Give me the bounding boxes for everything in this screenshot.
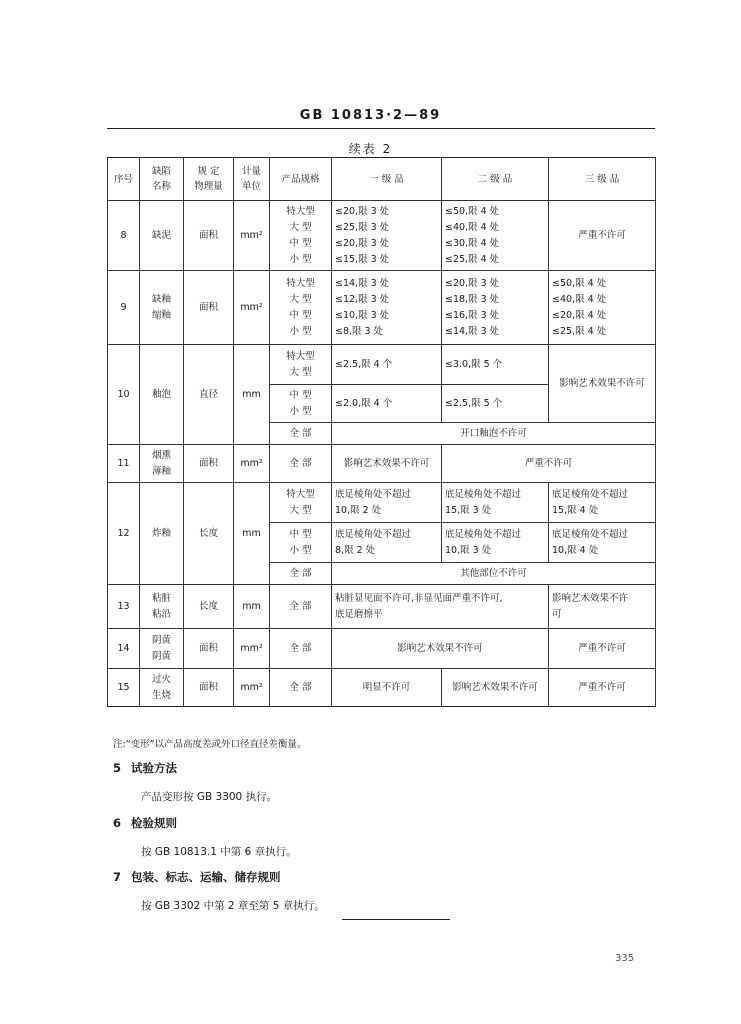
cell-line: ≤16,限 3 处 [445, 309, 500, 321]
cell-line: 特大型 [286, 205, 315, 217]
cell-line: 底足棱角处不超过 [445, 528, 522, 540]
grade-1-values [332, 523, 442, 563]
section-7-text: 按 GB 3302 中第 2 章至第 5 章执行。 [141, 900, 325, 912]
cell-line: 中 型 [289, 237, 312, 249]
cell-line: 小 型 [289, 325, 312, 337]
cell-line: 底足棱角处不超过 [552, 528, 629, 540]
grade-3-values [549, 585, 656, 629]
table-note: 注:“变形”以产品高度差或外口径直径差衡量。 [113, 739, 307, 750]
table-row [108, 669, 656, 707]
cell-line: ≤18,限 3 处 [445, 293, 500, 305]
grade-1-2-values [332, 585, 549, 629]
cell-line: 小 型 [289, 405, 312, 417]
cell-line: 底足棱角处不超过 [445, 488, 522, 500]
row-no: 10 [108, 345, 140, 445]
physical-quantity: 面积 [184, 271, 234, 345]
cell-line: ≤12,限 3 处 [335, 293, 390, 305]
defect-name: 烟熏 薄釉 [140, 445, 184, 483]
physical-quantity: 面积 [184, 201, 234, 271]
table-row [108, 345, 656, 385]
section-number: 7 [113, 870, 122, 884]
grade-1-value: ≤2.0,限 4 个 [332, 385, 442, 423]
cell-line: 15,限 4 处 [552, 504, 599, 516]
table-row [108, 585, 656, 629]
cell-line: 粘脏显见面不许可,非显见面严重不许可, [335, 592, 503, 604]
cell-line: 底足棱角处不超过 [552, 488, 629, 500]
grade-3-values [549, 271, 656, 345]
defect-table [107, 157, 656, 707]
physical-quantity: 直径 [184, 345, 234, 445]
cell-line: 可 [552, 608, 562, 620]
cell-line: 特大型 [286, 350, 315, 362]
unit: mm² [234, 445, 270, 483]
grade-3-value: 严重不许可 [549, 201, 656, 271]
physical-quantity: 面积 [184, 445, 234, 483]
table-header-row [108, 158, 656, 201]
unit: mm² [234, 201, 270, 271]
grade-3-value: 严重不许可 [549, 669, 656, 707]
cell-line: 中 型 [289, 389, 312, 401]
cell-line: ≤20,限 3 处 [445, 277, 500, 289]
spec-all: 全 部 [270, 423, 332, 445]
table-row [108, 201, 656, 271]
col-header-grade-3: 三 级 品 [549, 158, 656, 201]
section-5-heading [113, 760, 177, 776]
cell-line: 大 型 [289, 366, 312, 378]
cell-line: ≤25,限 4 处 [445, 253, 500, 265]
section-6-text: 按 GB 10813.1 中第 6 章执行。 [141, 846, 297, 858]
grade-2-value: 影响艺术效果不许可 [442, 669, 549, 707]
section-title: 检验规则 [131, 816, 177, 830]
grade-3-values [549, 483, 656, 523]
cell-line: 10,限 3 处 [445, 544, 492, 556]
cell-line: ≤40,限 4 处 [445, 221, 500, 233]
spec-list [270, 483, 332, 523]
spec-list [270, 385, 332, 423]
physical-quantity: 面积 [184, 629, 234, 669]
cell-line: 8,限 2 处 [335, 544, 376, 556]
cell-line: ≤14,限 3 处 [335, 277, 390, 289]
table-row [108, 483, 656, 523]
col-header-grade-1: 一 级 品 [332, 158, 442, 201]
cell-line: ≤20,限 4 处 [552, 309, 607, 321]
unit: mm [234, 483, 270, 585]
unit: mm² [234, 669, 270, 707]
cell-line: ≤14,限 3 处 [445, 325, 500, 337]
grade-1-2-value: 影响艺术效果不许可 [332, 629, 549, 669]
cell-line: ≤25,限 4 处 [552, 325, 607, 337]
defect-name: 釉泡 [140, 345, 184, 445]
cell-line: ≤30,限 4 处 [445, 237, 500, 249]
cell-line: ≤25,限 3 处 [335, 221, 390, 233]
cell-line: 大 型 [289, 504, 312, 516]
defect-name: 阴黄 阴黄 [140, 629, 184, 669]
unit: mm² [234, 629, 270, 669]
cell-line: 特大型 [286, 277, 315, 289]
section-number: 5 [113, 761, 122, 775]
grade-3-value: 严重不许可 [549, 629, 656, 669]
unit: mm [234, 345, 270, 445]
grade-3-value: 影响艺术效果不许可 [549, 345, 656, 423]
spec-list [270, 201, 332, 271]
unit: mm [234, 585, 270, 629]
cell-line: 底足棱角处不超过 [335, 488, 412, 500]
all-grades-value: 开口釉泡不许可 [332, 423, 656, 445]
row-no: 15 [108, 669, 140, 707]
spec-list [270, 523, 332, 563]
grade-1-values [332, 201, 442, 271]
cell-line: ≤10,限 3 处 [335, 309, 390, 321]
cell-line: 中 型 [289, 309, 312, 321]
standard-number: GB 10813·2—89 [299, 108, 442, 123]
col-header-no: 序号 [108, 158, 140, 201]
defect-name: 缺泥 [140, 201, 184, 271]
physical-quantity: 长度 [184, 483, 234, 585]
grade-2-value: ≤2.5,限 5 个 [442, 385, 549, 423]
grade-2-values [442, 201, 549, 271]
section-number: 6 [113, 816, 122, 830]
spec-all: 全 部 [270, 445, 332, 483]
defect-name: 缺釉 缩釉 [140, 271, 184, 345]
cell-line: 底足棱角处不超过 [335, 528, 412, 540]
grade-1-value: 明显不许可 [332, 669, 442, 707]
table-title: 续表 2 [348, 142, 393, 156]
cell-line: 影响艺术效果不许 [552, 592, 629, 604]
cell-line: 中 型 [289, 528, 312, 540]
cell-line: ≤50,限 4 处 [552, 277, 607, 289]
cell-line: 10,限 2 处 [335, 504, 382, 516]
cell-line: ≤8,限 3 处 [335, 325, 384, 337]
spec-all: 全 部 [270, 669, 332, 707]
row-no: 8 [108, 201, 140, 271]
cell-line: ≤20,限 3 处 [335, 205, 390, 217]
cell-line: 底足磨擦平 [335, 608, 383, 620]
grade-3-values [549, 523, 656, 563]
page-number: 335 [615, 953, 635, 964]
grade-2-values [442, 523, 549, 563]
cell-line: ≤15,限 3 处 [335, 253, 390, 265]
cell-line: 10,限 4 处 [552, 544, 599, 556]
col-header-grade-2: 二 级 品 [442, 158, 549, 201]
row-no: 9 [108, 271, 140, 345]
col-header-physical-quantity: 规 定 物理量 [184, 158, 234, 201]
spec-list [270, 345, 332, 385]
defect-name: 炸釉 [140, 483, 184, 585]
cell-line: ≤50,限 4 处 [445, 205, 500, 217]
section-title: 包装、标志、运输、储存规则 [131, 870, 281, 884]
section-6-heading [113, 815, 177, 831]
spec-list [270, 271, 332, 345]
grade-2-3-value: 严重不许可 [442, 445, 656, 483]
defect-name: 粘脏 粘沿 [140, 585, 184, 629]
header-rule [107, 128, 655, 129]
section-title: 试验方法 [131, 761, 177, 775]
cell-line: ≤20,限 3 处 [335, 237, 390, 249]
grade-2-values [442, 271, 549, 345]
end-rule [342, 919, 450, 920]
spec-all: 全 部 [270, 629, 332, 669]
table-row [108, 271, 656, 345]
cell-line: 大 型 [289, 293, 312, 305]
all-grades-value: 其他部位不许可 [332, 563, 656, 585]
grade-1-value: ≤2.5,限 4 个 [332, 345, 442, 385]
physical-quantity: 长度 [184, 585, 234, 629]
section-7-heading [113, 869, 281, 885]
grade-1-values [332, 483, 442, 523]
grade-1-value: 影响艺术效果不许可 [332, 445, 442, 483]
table-row [108, 445, 656, 483]
section-5-text: 产品变形按 GB 3300 执行。 [141, 791, 278, 803]
spec-all: 全 部 [270, 585, 332, 629]
defect-name: 过火 生烧 [140, 669, 184, 707]
col-header-spec: 产品规格 [270, 158, 332, 201]
table-row [108, 629, 656, 669]
physical-quantity: 面积 [184, 669, 234, 707]
col-header-defect-name: 缺陷 名称 [140, 158, 184, 201]
grade-1-values [332, 271, 442, 345]
col-header-unit: 计量 单位 [234, 158, 270, 201]
row-no: 13 [108, 585, 140, 629]
row-no: 12 [108, 483, 140, 585]
cell-line: 大 型 [289, 221, 312, 233]
unit: mm² [234, 271, 270, 345]
spec-all: 全 部 [270, 563, 332, 585]
cell-line: 15,限 3 处 [445, 504, 492, 516]
grade-2-values [442, 483, 549, 523]
grade-2-value: ≤3.0,限 5 个 [442, 345, 549, 385]
cell-line: 小 型 [289, 253, 312, 265]
cell-line: ≤40,限 4 处 [552, 293, 607, 305]
row-no: 11 [108, 445, 140, 483]
cell-line: 小 型 [289, 544, 312, 556]
row-no: 14 [108, 629, 140, 669]
cell-line: 特大型 [286, 488, 315, 500]
